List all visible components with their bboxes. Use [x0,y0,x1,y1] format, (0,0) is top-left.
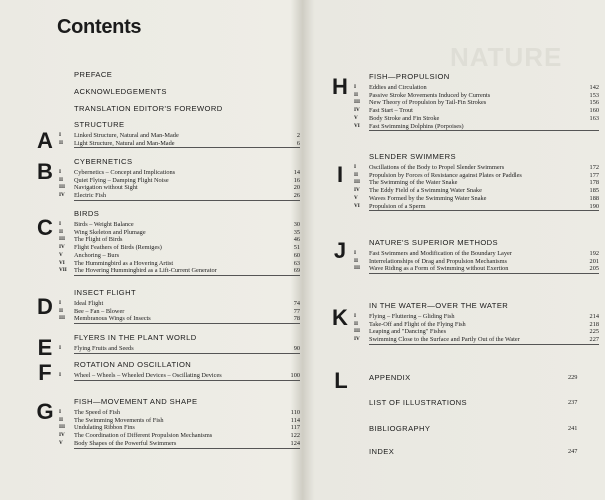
toc-entry [59,424,300,432]
entry-page: 60 [293,251,300,259]
entry-number: I [354,84,357,90]
entry-title: The Hovering Hummingbird as a Lift-Current Generator [74,267,217,275]
appendix-item: LIST OF ILLUSTRATIONS [369,398,467,407]
entry-title: Take-Off and Flight of the Flying Fish [369,320,466,328]
section-title: BIRDS [74,209,100,218]
entry-number: I [59,169,62,175]
entry-title: Wheel – Wheels – Wheeled Devices – Oscillating Devices [74,372,222,379]
entry-number: III [354,179,361,186]
entry-title: Oscillations of the Body to Propel Slender Swimmers [369,164,505,171]
toc-section [59,333,300,354]
entry-title: Fast Swimmers and Modification of the Boundary Layer [369,250,512,257]
toc-section [354,301,599,345]
appendix-page: 241 [568,425,578,432]
entry-page: 16 [293,176,300,184]
section-letter: C [37,215,53,240]
entry-number: II [354,91,359,98]
toc-entry [59,345,300,353]
entry-number: III [59,236,66,243]
toc-section [59,397,300,449]
toc-entry [354,257,599,266]
entry-page: 69 [293,267,300,275]
entry-title: The Coordination of Different Propulsion Mechanisms [74,432,213,440]
appendix-item: INDEX [369,447,395,456]
entry-title: Eddies and Circulation [369,84,427,91]
entry-page: 205 [589,265,599,273]
toc-entry [354,202,599,211]
entry-number: I [59,345,62,351]
appendix-item: APPENDIX [369,373,411,382]
entry-page: 178 [589,179,599,187]
entry-page: 74 [293,300,300,307]
entry-title: The Eddy Field of a Swimming Water Snake [369,187,482,195]
section-letter: K [332,305,348,330]
section-title: SLENDER SWIMMERS [369,152,456,161]
toc-entry [59,409,300,417]
entry-title: Flying Fruits and Seeds [74,345,134,352]
entry-number: I [59,372,62,378]
entry-title: Propulsion by Forces of Resistance against Plates or Paddles [369,171,522,179]
toc-entry [354,164,599,172]
section-title: FISH—PROPULSION [369,72,450,81]
toc-entry [59,300,300,308]
toc-entry [59,132,300,140]
entry-page: 117 [290,424,300,432]
section-letter: B [37,159,53,184]
entry-page: 201 [589,257,599,265]
toc-section [354,238,599,274]
toc-entry [59,416,300,425]
entry-title: Navigation without Sight [74,184,138,192]
entry-page: 77 [293,307,300,315]
entry-title: Fast Swimming Dolphins (Porpoises) [369,122,464,130]
entry-number: II [59,307,64,314]
entry-title: The Speed of Fish [74,409,120,416]
section-entries [354,84,599,131]
section-entries [59,345,300,354]
entry-title: Electric Fish [74,192,107,200]
section-title: IN THE WATER—OVER THE WATER [369,301,509,310]
entry-title: Anchoring – Burs [74,251,120,259]
section-entries [59,221,300,276]
entry-number: III [354,99,361,106]
entry-page: 78 [293,315,300,323]
toc-entry [354,313,599,321]
entry-title: Cybernetics – Concept and Implications [74,169,176,176]
toc-section [59,288,300,324]
entry-page: 2 [296,132,300,139]
toc-entry [59,139,300,148]
entry-number: III [59,315,66,322]
entry-number: I [59,221,62,227]
entry-title: New Theory of Propulsion by Tail-Fin Strokes [369,99,487,107]
toc-entry [59,192,300,200]
toc-entry [354,328,599,336]
entry-title: Undulating Ribbon Fins [74,424,135,432]
entry-page: 122 [290,432,300,440]
entry-title: Wave Riding as a Form of Swimming without Exertion [369,265,509,273]
entry-number: IV [59,244,65,251]
entry-page: 46 [293,236,300,244]
entry-number: II [59,416,64,423]
entry-title: Bee – Fan – Blower [74,307,125,315]
entry-number: V [59,251,63,258]
entry-page: 188 [589,194,599,202]
entry-page: 100 [290,372,300,379]
entry-number: VII [59,267,67,274]
entry-number: IV [354,107,360,114]
section-letter: A [37,128,53,153]
toc-entry [59,307,300,316]
entry-page: 218 [589,320,599,328]
entry-page: 185 [589,187,599,195]
entry-number: II [59,139,64,146]
toc-section [59,209,300,276]
entry-number: I [354,250,357,256]
entry-number: I [59,409,62,415]
entry-title: Quiet Flying – Damping Flight Noise [74,176,169,184]
entry-number: III [59,184,66,191]
entry-page: 156 [589,99,599,107]
toc-entry [59,251,300,260]
front-matter-item: ACKNOWLEDGEMENTS [74,87,167,96]
section-entries [59,409,300,449]
entry-title: Fast Start – Trout [369,107,413,115]
entry-number: V [354,194,358,201]
toc-entry [59,221,300,229]
toc-entry [354,265,599,273]
entry-page: 142 [589,84,599,91]
entry-number: I [354,313,357,319]
entry-title: Membranous Wings of Insects [74,315,151,323]
entry-number: II [59,228,64,235]
section-title: STRUCTURE [74,120,125,129]
toc-section [354,152,599,211]
entry-number: V [59,439,63,446]
toc-entry [354,91,599,100]
entry-title: Propulsion of a Sperm [369,202,426,210]
entry-number: III [354,265,361,272]
entry-number: IV [59,432,65,439]
section-entries [59,300,300,324]
appendix-item: BIBLIOGRAPHY [369,424,431,433]
front-matter-item: PREFACE [74,70,113,79]
toc-entry [354,187,599,195]
toc-entry [354,336,599,344]
section-title: FLYERS IN THE PLANT WORLD [74,333,197,342]
entry-title: Leaping and "Dancing" Fishes [369,328,447,336]
entry-number: V [354,114,358,121]
entry-page: 227 [589,336,599,344]
section-letter: J [333,238,347,263]
entry-number: IV [354,187,360,194]
section-letter: E [37,335,53,360]
bleed-through-text: NATURE [450,42,563,72]
section-title: NATURE'S SUPERIOR METHODS [369,238,499,247]
entry-page: 192 [589,250,599,257]
entry-title: Birds – Weight Balance [74,221,134,228]
entry-page: 90 [293,345,300,352]
toc-entry [354,84,599,92]
entry-number: VI [354,122,360,129]
toc-entry [354,320,599,329]
toc-entry [354,122,599,131]
toc-entry [354,107,599,115]
entry-number: IV [354,336,360,343]
entry-page: 153 [589,91,599,99]
entry-title: Body Stroke and Fin Stroke [369,114,440,122]
toc-section [354,72,599,131]
toc-entry [59,372,300,380]
toc-entry [354,99,599,107]
entry-title: Passive Stroke Movements Induced by Currents [369,91,491,99]
section-entries [59,132,300,148]
entry-page: 51 [293,244,300,252]
toc-entry [354,179,599,187]
entry-title: Light Structure, Natural and Man-Made [74,139,175,147]
toc-entry [59,267,300,275]
entry-number: I [59,300,62,306]
entry-page: 163 [589,114,599,122]
toc-entry [354,194,599,203]
toc-entry [59,259,300,268]
entry-page: 26 [293,192,300,200]
entry-title: Waves Formed by the Swimming Water Snake [369,194,487,202]
entry-number: II [354,257,359,264]
entry-number: VI [59,259,65,266]
entry-page: 35 [293,228,300,236]
section-entries [354,313,599,345]
section-entries [354,250,599,274]
toc-entry [354,250,599,258]
toc-entry [59,439,300,448]
toc-entry [59,236,300,244]
entry-page: 114 [290,416,300,424]
entry-number: III [59,424,66,431]
section-title: INSECT FLIGHT [74,288,137,297]
entry-number: VI [354,202,360,209]
entry-page: 190 [589,202,599,210]
toc-entry [59,315,300,323]
entry-title: Body Shapes of the Powerful Swimmers [74,439,177,447]
entry-number: I [354,164,357,170]
entry-title: The Swimming Movements of Fish [74,416,164,424]
front-matter-item: TRANSLATION EDITOR'S FOREWORD [74,104,223,113]
entry-title: The Hummingbird as a Hovering Artist [74,259,174,267]
toc-section [59,360,300,381]
entry-page: 177 [589,171,599,179]
toc-entry [59,244,300,252]
entry-number: II [354,320,359,327]
toc-entry [59,228,300,237]
toc-entry [59,432,300,440]
entry-page: 14 [293,169,300,176]
entry-title: The Swimming of the Water Snake [369,179,458,187]
entry-title: Wing Skeleton and Plumage [74,228,146,236]
entry-number: IV [59,192,65,199]
entry-title: Ideal Flight [74,300,104,307]
section-letter: L [334,368,348,393]
section-letter: I [336,162,344,187]
entry-page: 172 [589,164,599,171]
entry-number: I [59,132,62,138]
entry-page: 160 [589,107,599,115]
toc-entry [59,176,300,185]
toc-entry [354,171,599,180]
section-entries [59,169,300,201]
entry-page: 124 [290,439,300,447]
section-title: FISH—MOVEMENT AND SHAPE [74,397,198,406]
entry-title: Linked Structure, Natural and Man-Made [74,132,179,139]
entry-page: 110 [290,409,300,416]
section-letter: F [38,360,52,385]
toc-section [59,120,300,148]
toc-entry [59,184,300,192]
section-entries [354,164,599,211]
entry-title: The Flight of Birds [74,236,123,244]
entry-number: II [354,171,359,178]
page-title: Contents [57,16,142,38]
appendix-page: 237 [568,399,578,406]
entry-page: 20 [293,184,300,192]
entry-page: 214 [589,313,599,320]
toc-section [59,157,300,201]
entry-number: II [59,176,64,183]
entry-title: Interrelationships of Drag and Propulsion Mechanisms [369,257,507,265]
entry-page: 6 [296,139,300,147]
toc-entry [354,114,599,123]
appendix-page: 247 [568,448,578,455]
section-title: CYBERNETICS [74,157,133,166]
appendix-page: 229 [568,374,578,381]
section-letter: G [36,399,54,424]
section-entries [59,372,300,381]
toc-entry [59,169,300,177]
entry-page: 30 [293,221,300,228]
section-letter: H [332,74,348,99]
entry-title: Swimming Close to the Surface and Partly Out of the Water [369,336,520,344]
entry-title: Flying – Fluttering – Gliding Fish [369,313,455,320]
entry-page: 225 [589,328,599,336]
section-title: ROTATION AND OSCILLATION [74,360,192,369]
section-letter: D [37,294,53,319]
entry-page: 63 [293,259,300,267]
entry-title: Flight Feathers of Birds (Remiges) [74,244,162,252]
entry-number: III [354,328,361,335]
